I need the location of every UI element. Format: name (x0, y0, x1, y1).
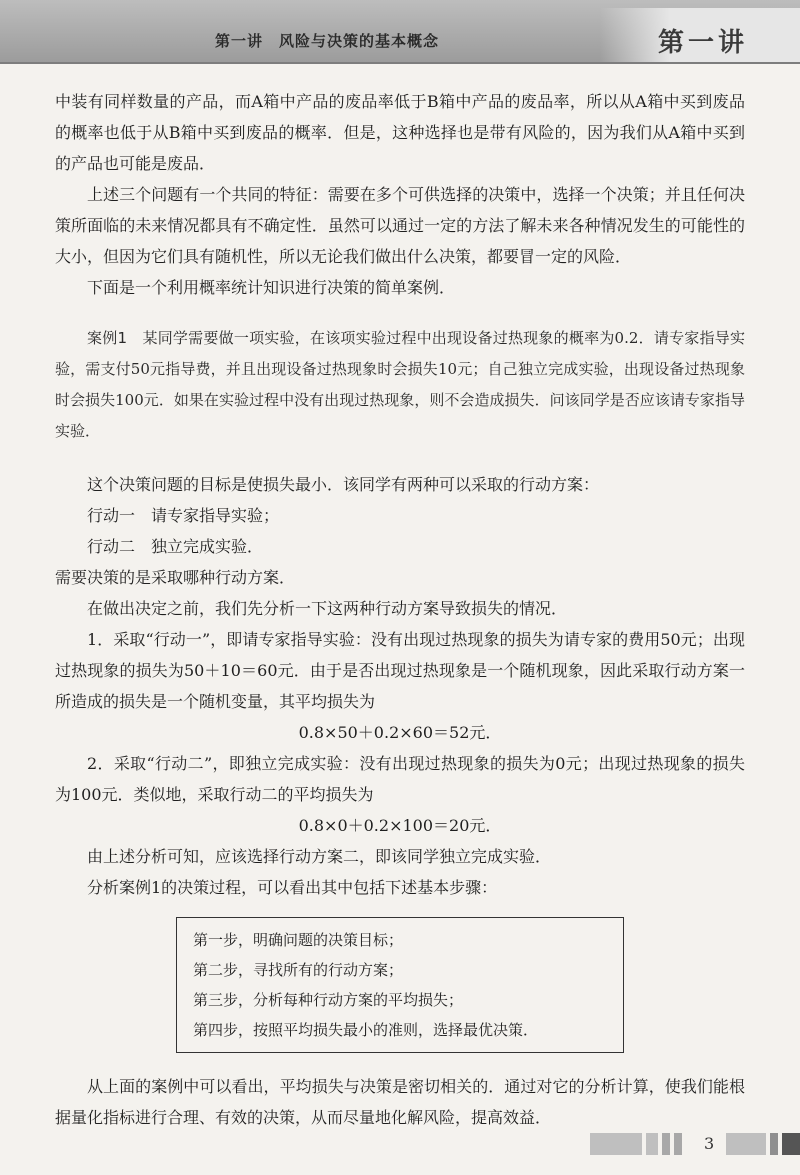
action-two: 行动二 独立完成实验． (87, 537, 264, 556)
case-label: 案例1 (87, 329, 127, 347)
case-text: 某同学需要做一项实验，在该项实验过程中出现设备过热现象的概率为0.2．请专家指导实验，需支付50元指导费，并且出现设备过热现象时会损失10元；自己独立完成实验，出现设备过热现象时会损失100元．如果在实验过程中没有出现过热现象，则不会造成损失．问该同学是否应该请专家指导实验． (55, 329, 745, 440)
step-item: 第一步，明确问题的决策目标； (193, 931, 404, 949)
paragraph-common-feature: 上述三个问题有一个共同的特征：需要在多个可供选择的决策中，选择一个决策；并且任何决策所面临的未来情况都具有不确定性．虽然可以通过一定的方法了解未来各种情况发生的可能性的大小，但因为它们具有随机性，所以无论我们做出什么决策，都要冒一定的风险． (55, 185, 745, 266)
step-item: 第四步，按照平均损失最小的准则，选择最优决策． (193, 1021, 539, 1039)
steps-intro: 分析案例1的决策过程，可以看出其中包括下述基本步骤： (87, 878, 498, 897)
action-one: 行动一 请专家指导实验； (87, 506, 280, 525)
page-number: 3 (704, 1134, 715, 1153)
footer-decoration (590, 1133, 800, 1155)
steps-box (176, 917, 624, 1053)
before-decision: 在做出决定之前，我们先分析一下这两种行动方案导致损失的情况． (87, 599, 568, 618)
analysis-item-two: 2．采取“行动二”，即独立完成实验：没有出现过热现象的损失为0元；出现过热现象的损失为100元．类似地，采取行动二的平均损失为 (55, 754, 745, 804)
chapter-title: 第一讲 风险与决策的基本概念 (215, 32, 440, 50)
decision-needed: 需要决策的是采取哪种行动方案． (55, 568, 296, 587)
closing-paragraph: 从上面的案例中可以看出，平均损失与决策是密切相关的．通过对它的分析计算，使我们能根据量化指标进行合理、有效的决策，从而尽量地化解风险，提高效益． (55, 1077, 745, 1127)
paragraph-case-intro: 下面是一个利用概率统计知识进行决策的简单案例． (87, 278, 456, 297)
analysis-item-one: 1．采取“行动一”，即请专家指导实验：没有出现过热现象的损失为请专家的费用50元；出现过热现象的损失为50＋10＝60元．由于是否出现过热现象是一个随机现象，因此采取行动方案一所造成的损失是一个随机变量，其平均损失为 (55, 630, 745, 711)
case-body (55, 323, 745, 447)
step-item: 第二步，寻找所有的行动方案； (193, 961, 404, 979)
conclusion: 由上述分析可知，应该选择行动方案二，即该同学独立完成实验． (87, 847, 552, 866)
page-header (0, 0, 800, 64)
case-example (55, 323, 745, 447)
chapter-badge (600, 8, 800, 62)
step-item: 第三步，分析每种行动方案的平均损失； (193, 991, 464, 1009)
paragraph-continued: 中装有同样数量的产品，而A箱中产品的废品率低于B箱中产品的废品率，所以从A箱中买到废品的概率也低于从B箱中买到废品的概率．但是，这种选择也是带有风险的，因为我们从A箱中买到的产品也可能是废品． (55, 92, 745, 173)
formula-two: 0.8×0＋0.2×100＝20元． (298, 816, 502, 835)
page-content (55, 86, 745, 1133)
decision-goal: 这个决策问题的目标是使损失最小．该同学有两种可以采取的行动方案： (87, 475, 600, 494)
formula-one: 0.8×50＋0.2×60＝52元． (298, 723, 502, 742)
chapter-badge-text: 第一讲 (658, 28, 749, 58)
